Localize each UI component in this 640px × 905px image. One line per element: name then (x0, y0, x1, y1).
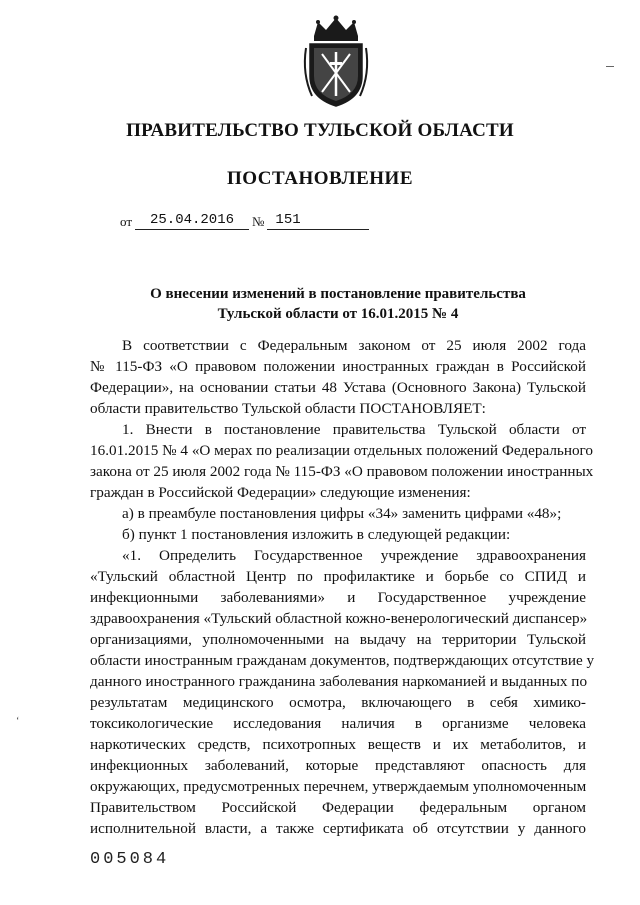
body-line: 1. Внести в постановление правительства Тульской области от (122, 421, 586, 438)
body-line: В соответствии с Федеральным законом от 25 июля 2002 года (122, 337, 586, 354)
date-number-line (120, 212, 372, 230)
body-line: закона от 25 июля 2002 года № 115-ФЗ «О правовом положении иностранных (90, 463, 594, 480)
body-line: окружающих, предусмотренных перечнем, утверждаемым уполномоченным (90, 778, 587, 795)
subject-line-1: О внесении изменений в постановление правительства (150, 286, 526, 302)
date-prefix: от (120, 214, 133, 229)
body-line: Федерации», на основании статьи 48 Устава (Основного Закона) Тульской (90, 379, 586, 396)
serial-number: 005084 (90, 850, 170, 869)
document-subject (0, 284, 640, 324)
body-line: 16.01.2015 № 4 «О мерах по реализации отдельных положений Федерального (90, 442, 593, 459)
body-line: граждан в Российской Федерации» следующие изменения: (90, 484, 471, 501)
document-type: ПОСТАНОВЛЕНИЕ (226, 168, 414, 189)
body-line: № 115-ФЗ «О правовом положении иностранных граждан в Российской (90, 358, 586, 375)
subject-line-2: Тульской области от 16.01.2015 № 4 (217, 306, 459, 322)
body-line: Правительством Российской Федерации федеральным органом (90, 799, 586, 816)
document-body (90, 335, 595, 839)
body-line: инфекционными заболеваниями» и Государственное учреждение (90, 589, 586, 606)
body-line: «Тульский областной Центр по профилактике и борьбе со СПИД и (90, 568, 586, 585)
tula-coat-of-arms-icon (300, 14, 372, 110)
body-line: исполнительной власти, а также сертификата об отсутствии у данного (90, 820, 586, 837)
body-line: инфекционных заболеваний, которые представляют опасность для (90, 757, 586, 774)
scan-dash-mark (606, 66, 614, 67)
document-number: 151 (267, 212, 369, 230)
body-line: б) пункт 1 постановления изложить в следующей редакции: (122, 526, 511, 543)
body-line: организациями, уполномоченными на выдачу на территории Тульской (90, 631, 586, 648)
number-prefix: № (252, 214, 265, 229)
government-title: ПРАВИТЕЛЬСТВО ТУЛЬСКОЙ ОБЛАСТИ (126, 120, 514, 141)
body-line: токсикологические исследования наличия в организме человека (90, 715, 586, 732)
scan-margin-mark: ‘ (16, 716, 20, 727)
body-line: области правительство Тульской области ПОСТАНОВЛЯЕТ: (90, 400, 486, 417)
body-line: области иностранным гражданам документов, подтверждающих отсутствие у (90, 652, 595, 669)
body-line: наркотических средств, психотропных веществ и их метаболитов, и (90, 736, 586, 753)
body-line: здравоохранения «Тульский областной кожно-венерологический диспансер» (90, 610, 588, 627)
body-line: данного иностранного гражданина заболевания наркоманией и выданных по (90, 673, 588, 690)
body-line: а) в преамбуле постановления цифры «34» заменить цифрами «48»; (122, 505, 562, 522)
body-line: результатам медицинского осмотра, включающего в себя химико- (90, 694, 586, 711)
document-date: 25.04.2016 (135, 212, 249, 230)
body-line: «1. Определить Государственное учреждение здравоохранения (122, 547, 586, 564)
